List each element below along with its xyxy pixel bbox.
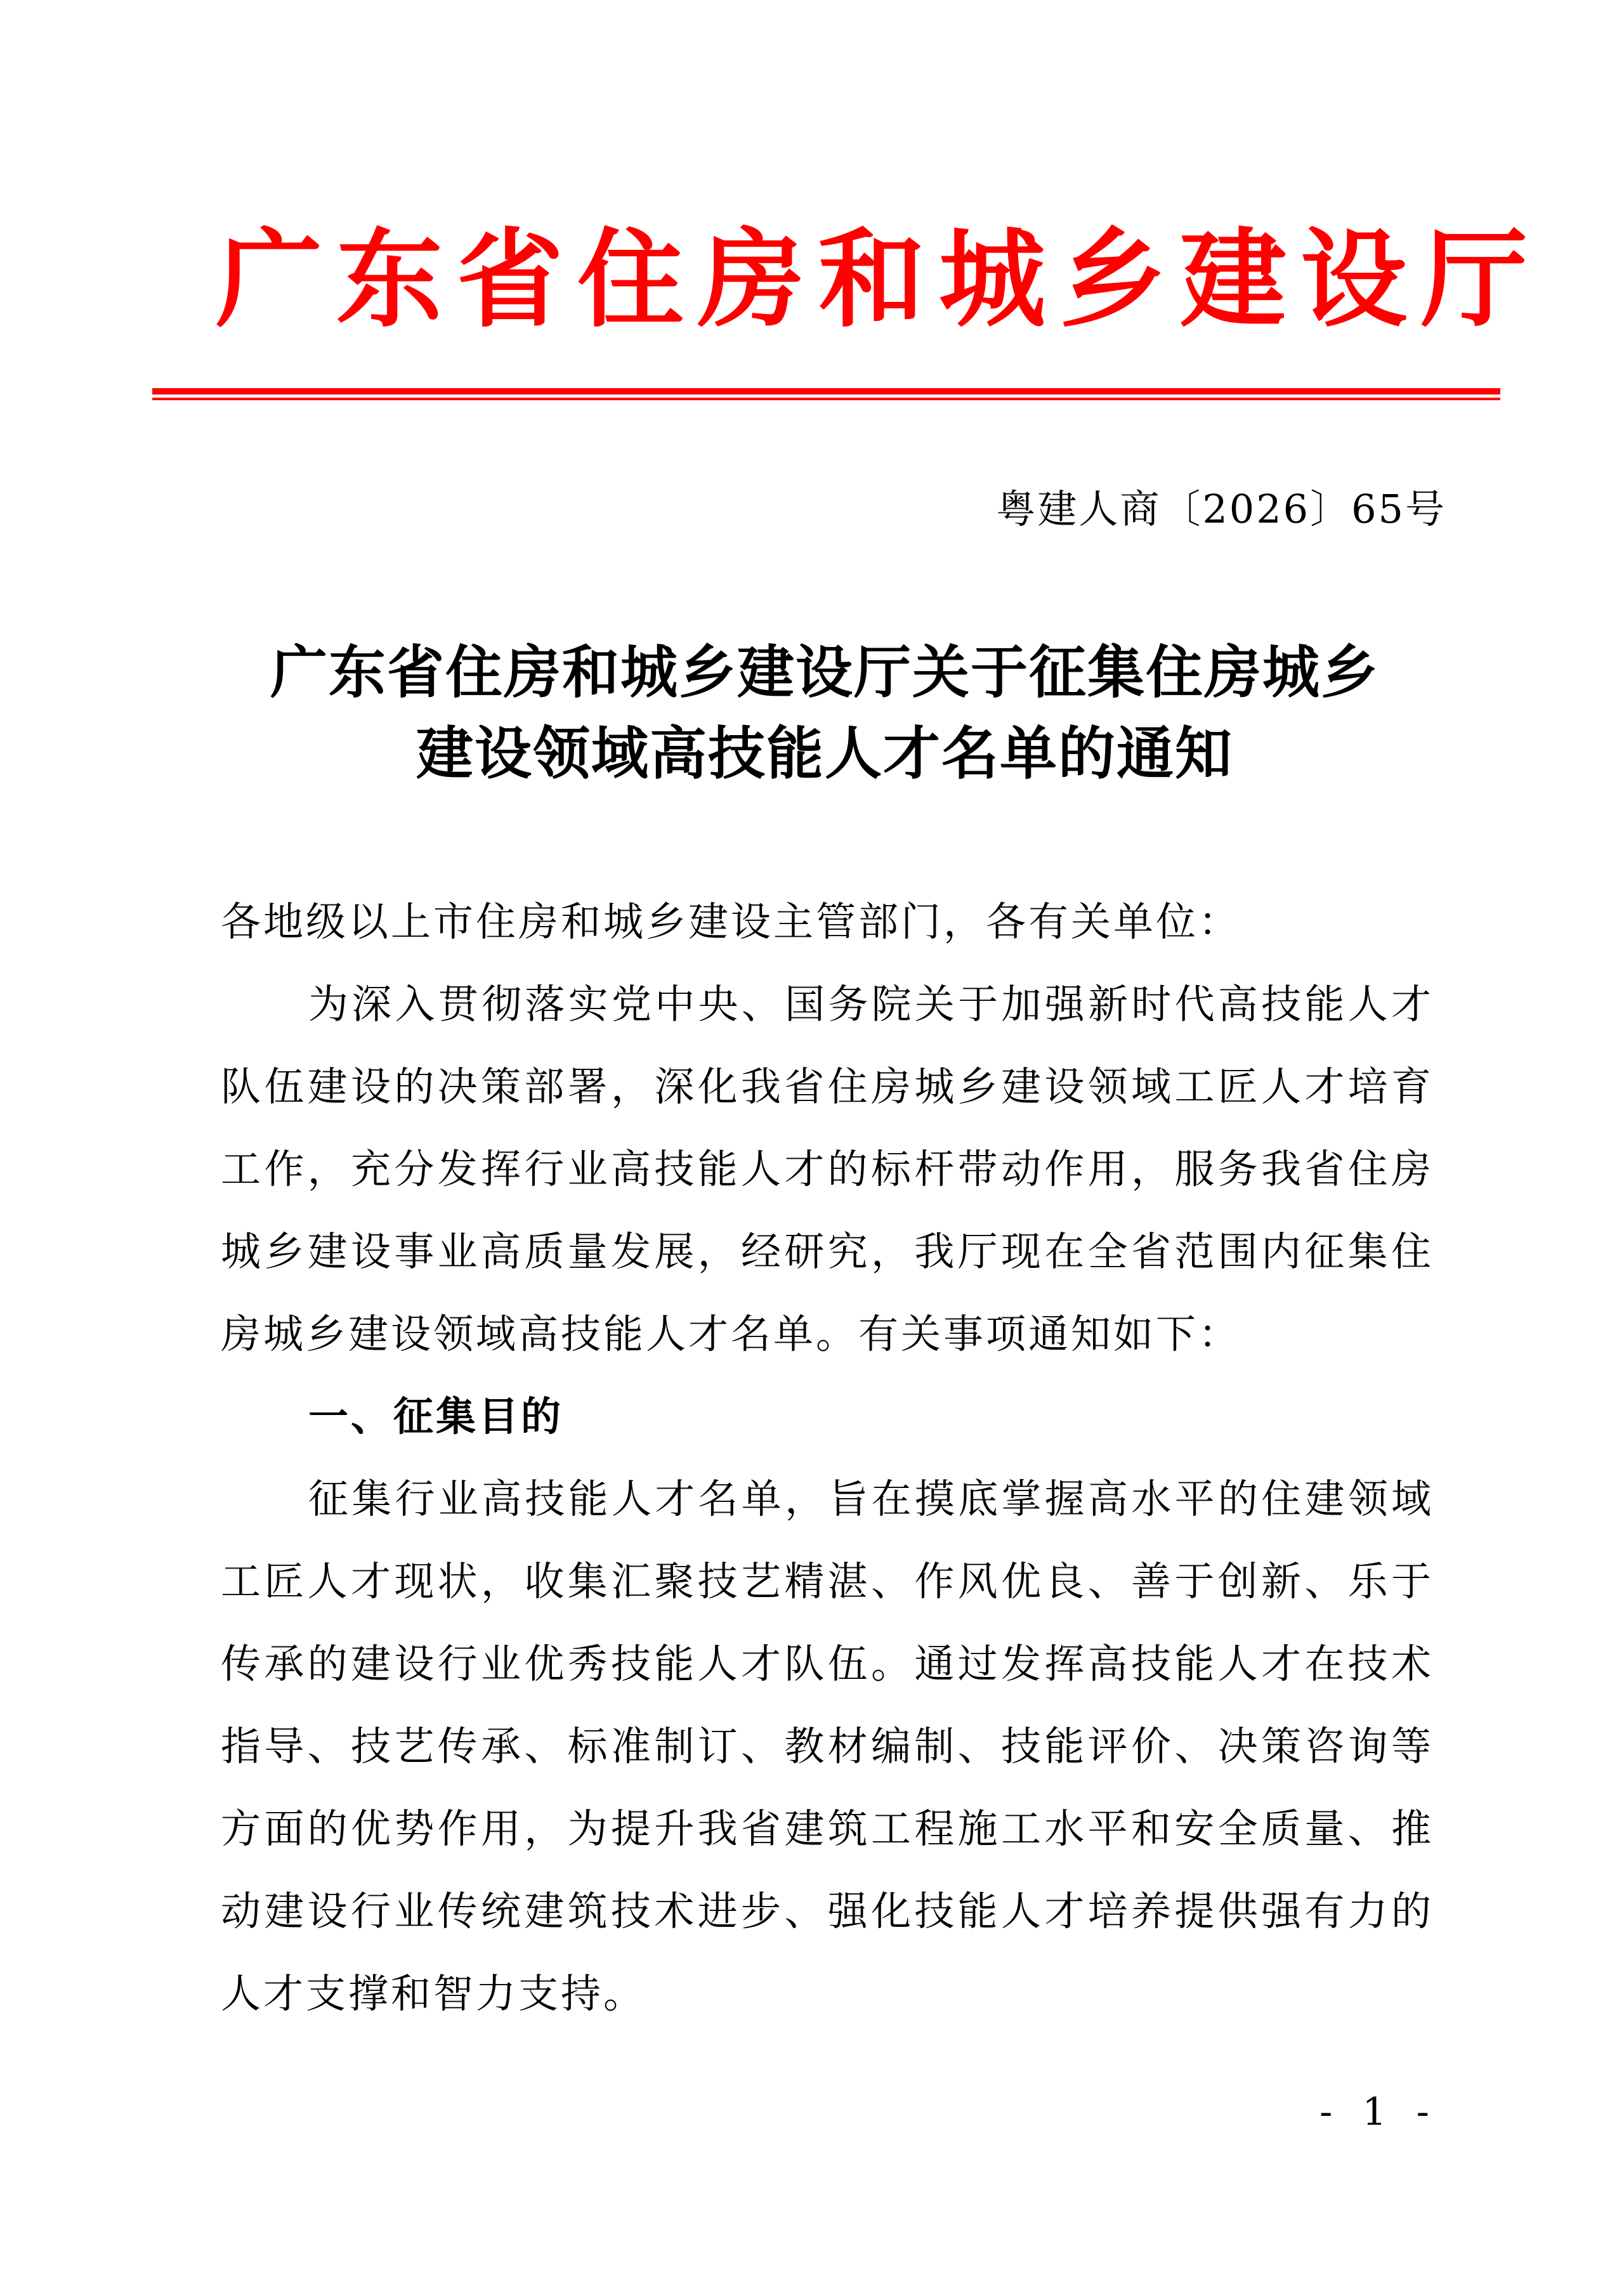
paragraph-line: 征集行业高技能人才名单，旨在摸底掌握高水平的住建领域 <box>308 1476 1434 1522</box>
paragraph-line: 城乡建设事业高质量发展，经研究，我厅现在全省范围内征集住 <box>221 1229 1434 1275</box>
paragraph-line: 人才支撑和智力支持。 <box>221 1971 646 2017</box>
red-header-rule-thick <box>152 388 1500 395</box>
paragraph-line: 指导、技艺传承、标准制订、教材编制、技能评价、决策咨询等 <box>221 1723 1434 1770</box>
paragraph-line: 房城乡建设领域高技能人才名单。有关事项通知如下： <box>221 1311 1241 1357</box>
document-title-line-1: 广东省住房和城乡建设厅关于征集住房城乡 <box>270 639 1379 706</box>
page-number: - 1 - <box>1320 2090 1438 2134</box>
paragraph-line: 队伍建设的决策部署，深化我省住房城乡建设领域工匠人才培育 <box>221 1064 1434 1110</box>
paragraph-line: 工匠人才现状，收集汇聚技艺精湛、作风优良、善于创新、乐于 <box>221 1558 1434 1605</box>
paragraph-line: 动建设行业传统建筑技术进步、强化技能人才培养提供强有力的 <box>221 1888 1434 1934</box>
paragraph-line: 传承的建设行业优秀技能人才队伍。通过发挥高技能人才在技术 <box>221 1641 1434 1687</box>
red-header-rule-thin <box>152 398 1500 400</box>
salutation: 各地级以上市住房和城乡建设主管部门，各有关单位： <box>221 899 1241 945</box>
paragraph-line: 方面的优势作用，为提升我省建筑工程施工水平和安全质量、推 <box>221 1806 1434 1852</box>
paragraph-line: 工作，充分发挥行业高技能人才的标杆带动作用，服务我省住房 <box>221 1146 1434 1192</box>
paragraph-line: 为深入贯彻落实党中央、国务院关于加强新时代高技能人才 <box>308 981 1434 1027</box>
document-title-line-2: 建设领域高技能人才名单的通知 <box>416 720 1233 787</box>
section-heading: 一、征集目的 <box>308 1393 563 1440</box>
issuing-organization-header: 广东省住房和城乡建设厅 <box>216 216 1542 342</box>
document-number: 粤建人商〔2026〕65号 <box>996 486 1446 532</box>
